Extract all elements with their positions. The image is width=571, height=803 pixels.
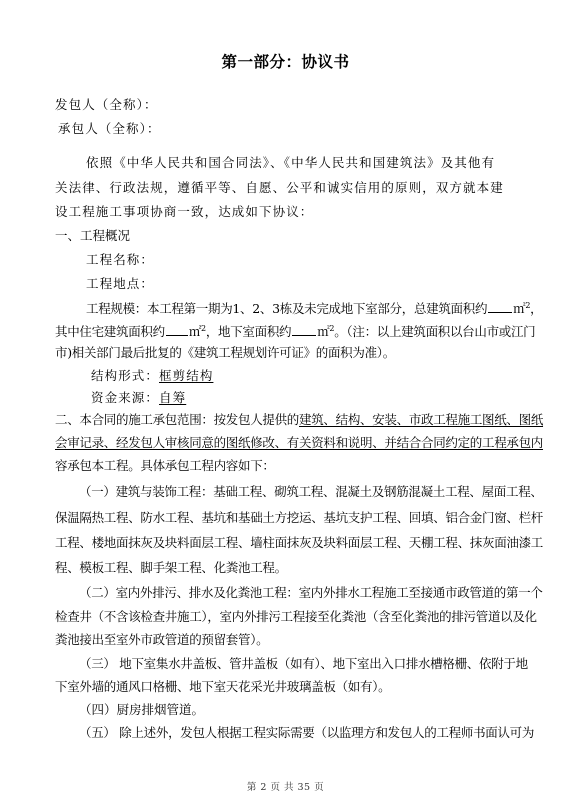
item1-line-2: 保温隔热工程、防水工程、基坑和基础土方挖运、基坑支护工程、回填、铝合金门窗、栏杆 xyxy=(55,510,544,525)
section1-heading: 一、工程概况 xyxy=(55,228,131,243)
item1-line-3: 工程、楼地面抹灰及块料面层工程、墙柱面抹灰及块料面层工程、天棚工程、抹灰面油漆工 xyxy=(55,535,544,550)
funding-source: 资金来源：自筹 xyxy=(91,390,187,405)
total-area-blank xyxy=(488,300,512,313)
item5-line: （五） 除上述外，发包人根据工程实际需要（以监理方和发包人的工程师书面认可为 xyxy=(79,725,535,740)
page-title: 第一部分：协议书 xyxy=(221,52,350,71)
item1-line-1: （一）建筑与装饰工程：基础工程、砌筑工程、混凝土及钢筋混凝土工程、屋面工程、 xyxy=(79,484,543,499)
intro-line-1: 依照《中华人民共和国合同法》、《中华人民共和国建筑法》及其他有 xyxy=(86,155,496,170)
residential-area-blank xyxy=(166,323,188,336)
project-location-label: 工程地点： xyxy=(86,276,155,291)
item2-line-1: （二）室内外排污、排水及化粪池工程：室内外排水工程施工至接通市政管道的第一个 xyxy=(79,585,543,600)
item3-line-2: 下室外墙的通风口格栅、地下室天花采光井玻璃盖板（如有）。 xyxy=(55,679,391,694)
section2-line-2: 会审记录、经发包人审核同意的图纸修改、有关资料和说明、并结合合同约定的工程承包内 xyxy=(55,435,544,450)
page-footer: 第 2 页 共 35 页 xyxy=(246,782,325,793)
project-name-label: 工程名称： xyxy=(86,252,155,267)
intro-line-3: 设工程施工事项协商一致，达成如下协议： xyxy=(55,204,314,219)
structure-value: 框剪结构 xyxy=(159,368,214,383)
item2-line-2: 检查井（不含该检查井施工），室内外排污工程接至化粪池（含至化粪池的排污管道以及化 xyxy=(55,609,537,624)
intro-line-2: 关法律、行政法规，遵循平等、自愿、公平和诚实信用的原则，双方就本建 xyxy=(55,180,504,195)
item1-line-4: 程、模板工程、脚手架工程、化粪池工程。 xyxy=(55,560,287,575)
employer-label: 发包人（全称）： xyxy=(55,97,158,112)
section2-line-3: 容承包本工程。具体承包工程内容如下： xyxy=(55,458,275,473)
item4-line: （四）厨房排烟管道。 xyxy=(79,702,205,717)
item3-line-1: （三） 地下室集水井盖板、管井盖板（如有）、地下室出入口排水槽格栅、依附于地 xyxy=(79,656,528,671)
project-scale-line-2: 其中住宅建筑面积约 ㎡$^2$，地下室面积约 ㎡$^2$。（注：以上建筑面积以台山市或江门 xyxy=(55,324,536,339)
item2-line-3: 粪池接出至室外市政管道的预留套管）。 xyxy=(55,632,269,647)
funding-value: 自筹 xyxy=(159,390,187,405)
contractor-label: 承包人（全称）： xyxy=(58,121,161,136)
section2-line-1: 二、本合同的施工承包范围：按发包人提供的建筑、结构、安装、市政工程施工图纸、图纸 xyxy=(55,412,544,427)
structure-form: 结构形式：框剪结构 xyxy=(91,368,214,383)
project-scale-line-3: 市)相关部门最后批复的《建筑工程规划许可证》的面积为准）。 xyxy=(55,345,395,360)
basement-area-blank xyxy=(292,323,316,336)
project-scale-line-1: 工程规模：本工程第一期为1、2、3栋及未完成地下室部分，总建筑面积约 ㎡$^2$， xyxy=(86,301,543,316)
